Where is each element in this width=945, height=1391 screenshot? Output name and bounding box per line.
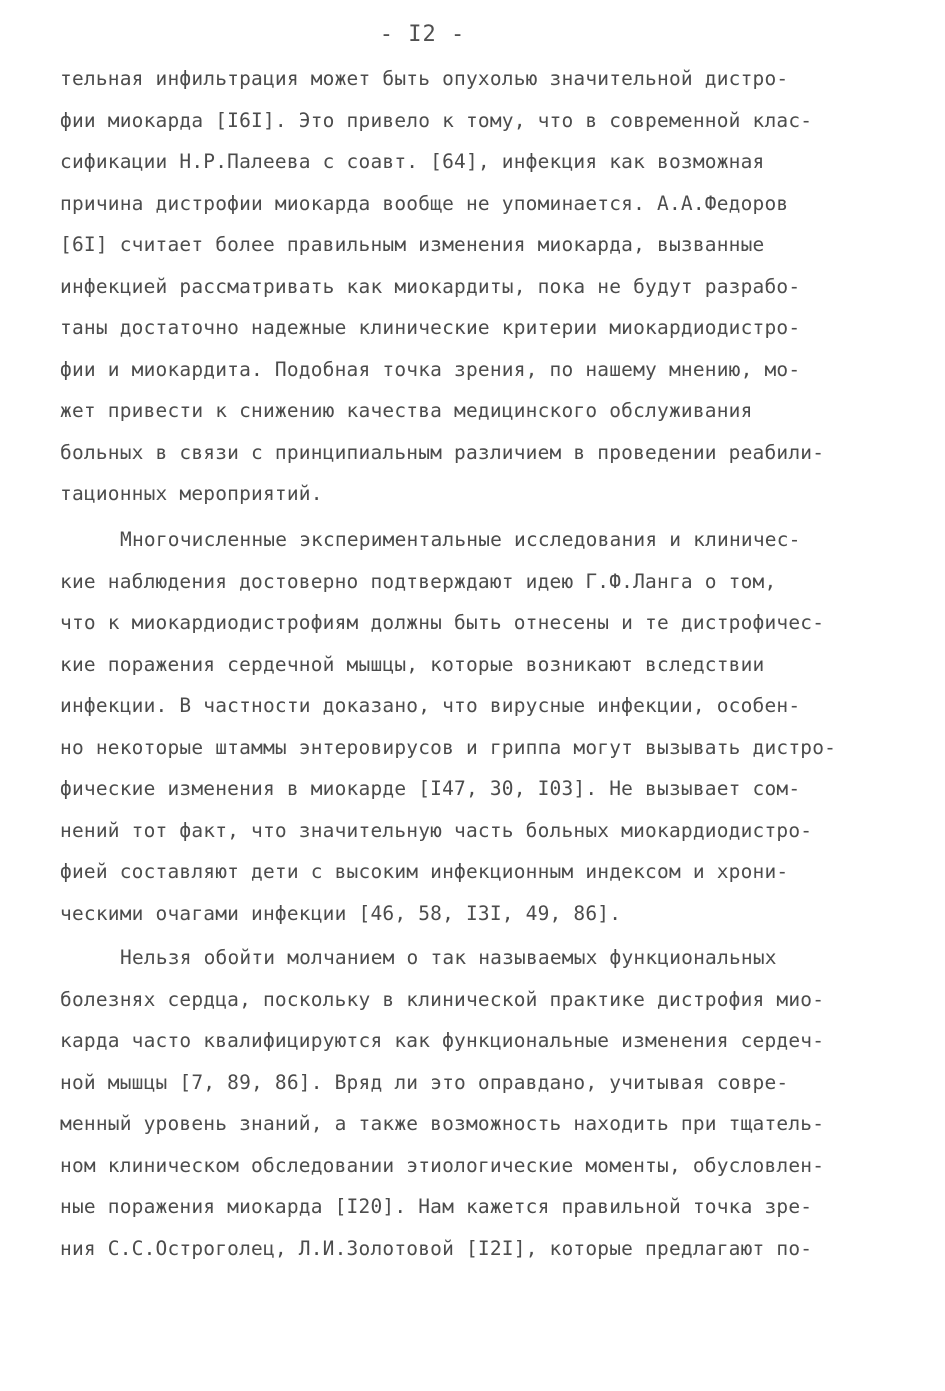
text-line: фии миокарда [I6I]. Это привело к тому, что в современной клас- xyxy=(60,108,813,132)
text-line: инфекцией рассматривать как миокардиты, пока не будут разрабо- xyxy=(60,274,801,298)
text-line: тационных мероприятий. xyxy=(60,482,323,505)
text-line: ческими очагами инфекции [46, 58, I3I, 49, 86]. xyxy=(60,901,622,925)
text-line: ния С.С.Остроголец, Л.И.Золотовой [I2I], которые предлагают по- xyxy=(60,1236,813,1260)
text-line: больных в связи с принципиальным различием в проведении реабили- xyxy=(60,440,825,464)
text-line: Нельзя обойти молчанием о так называемых функциональных xyxy=(120,946,777,969)
text-line: карда часто квалифицируются как функциональные изменения сердеч- xyxy=(60,1029,825,1052)
text-line: болезнях сердца, поскольку в клинической практике дистрофия мио- xyxy=(60,987,825,1011)
text-line: [6I] считает более правильным изменения миокарда, вызванные xyxy=(60,233,765,256)
text-line: причина дистрофии миокарда вообще не упоминается. А.А.Федоров xyxy=(60,191,789,215)
paragraph-1 xyxy=(60,58,890,515)
text-line: фией составляют дети с высоким инфекционным индексом и хрони- xyxy=(60,860,789,883)
text-line: таны достаточно надежные клинические критерии миокардиодистро- xyxy=(60,316,801,339)
paragraph-3 xyxy=(60,937,890,1269)
text-line: что к миокардиодистрофиям должны быть отнесены и те дистрофичес- xyxy=(60,611,825,634)
text-line: кие поражения сердечной мышцы, которые возникают вследствии xyxy=(60,652,765,676)
text-line: ном клиническом обследовании этиологические моменты, обусловлен- xyxy=(60,1153,825,1177)
text-line: но некоторые штаммы энтеровирусов и гриппа могут вызывать дистро- xyxy=(60,735,837,759)
text-line: менный уровень знаний, а также возможность находить при тщатель- xyxy=(60,1112,825,1135)
text-line: ные поражения миокарда [I20]. Нам кажется правильной точка зре- xyxy=(60,1195,813,1218)
text-line: фии и миокардита. Подобная точка зрения, по нашему мнению, мо- xyxy=(60,357,801,381)
text-line: нений тот факт, что значительную часть больных миокардиодистро- xyxy=(60,818,813,842)
page-number: - I2 - xyxy=(379,22,466,47)
text-line: инфекции. В частности доказано, что вирусные инфекции, особен- xyxy=(60,694,801,717)
text-line: ной мышцы [7, 89, 86]. Вряд ли это оправдано, учитывая совре- xyxy=(60,1070,789,1094)
text-line: тельная инфильтрация может быть опухолью значительной дистро- xyxy=(60,67,789,90)
text-line: фические изменения в миокарде [I47, 30, I03]. Не вызывает сом- xyxy=(60,777,801,800)
text-line: Многочисленные экспериментальные исследования и клиничес- xyxy=(120,528,801,551)
text-line: жет привести к снижению качества медицинского обслуживания xyxy=(60,399,753,422)
text-line: сификации Н.Р.Палеева с соавт. [64], инфекция как возможная xyxy=(60,150,765,173)
paragraph-2 xyxy=(60,519,890,934)
text-line: кие наблюдения достоверно подтверждают идею Г.Ф.Ланга о том, xyxy=(60,569,777,593)
